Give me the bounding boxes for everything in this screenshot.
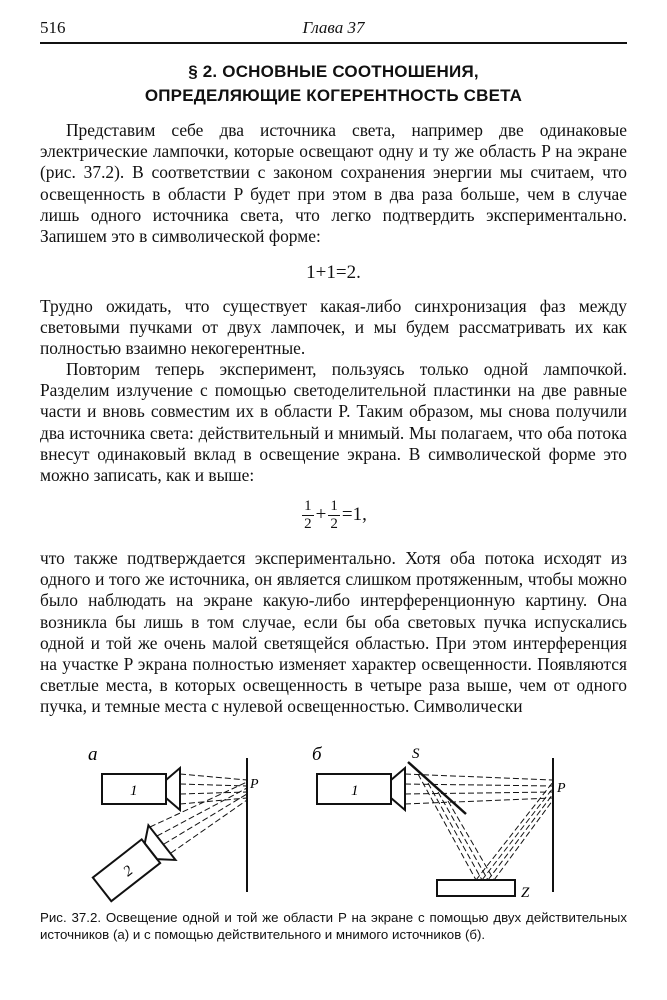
figure-37-2 [0, 740, 667, 906]
paragraph-2-text: Трудно ожидать, что существует какая-либо синхронизация фаз между световыми пучками от двух лампочек, и мы будем рассматривать их как полностью взаимно некогерентные. [40, 296, 627, 359]
section-title-line-2: ОПРЕДЕЛЯЮЩИЕ КОГЕРЕНТНОСТЬ СВЕТА [144, 86, 523, 105]
lamp-2-a-label: 2 [120, 862, 137, 881]
section-title-line-1: § 2. ОСНОВНЫЕ СООТНОШЕНИЯ, [188, 62, 479, 81]
fraction-2-denominator: 2 [330, 516, 338, 532]
beams-lamp-2-a [150, 782, 247, 853]
fraction-1-numerator: 1 [304, 498, 312, 514]
mirror-label: Z [521, 885, 530, 901]
point-p-a: P [250, 777, 259, 792]
paragraph-1-text: Представим себе два источника света, например две одинаковые электрические лампочки, которые освещают одну и ту же область P на экране (рис. 37.2). В соответствии с законом сохранения энергии мы считаем, что освещенность в области P будет при этом в два раза больше, чем в случае лишь одного источника света, что легко подтвердить экспериментально. Запишем это в символической форме: [40, 120, 627, 247]
figure-caption: Рис. 37.2. Освещение одной и той же области P на экране с помощью двух действительных источников (а) и с помощью действительного и мнимого источников (б). [40, 910, 627, 942]
splitter-label: S [412, 746, 420, 762]
lamp-1-b-label: 1 [351, 783, 359, 799]
lamp-1-a [102, 768, 180, 810]
paragraph-4 [40, 548, 627, 718]
beams-from-mirror-b [476, 782, 553, 880]
lamp-1-b [317, 768, 405, 810]
lamp-1-a-label: 1 [130, 783, 138, 799]
paragraph-2 [40, 296, 627, 360]
beams-to-mirror-b [418, 774, 494, 880]
point-p-b: P [557, 781, 566, 796]
page-header [40, 16, 627, 44]
paragraph-3 [40, 359, 627, 486]
figure-label-b: б [312, 744, 322, 765]
paragraph-4-text: что также подтверждается экспериментально. Хотя оба потока исходят из одного и того же источника, он является слишком протяженным, чтобы можно было наблюдать на экране какую-либо интерференционную картину. Она возникла бы лишь в том случае, если бы оба световых пучка испускались одной и той же очень малой светящейся областью. При этом интерференция на участке P экрана полностью изменяет характер освещенности. Появляются светлые места, в которых освещенность в четыре раза выше, чем от одного пучка, и темные места с нулевой освещенностью. Символически [40, 548, 627, 717]
page-number: 516 [40, 18, 66, 37]
mirror [437, 880, 515, 896]
fraction-1 [302, 498, 314, 533]
lamp-2-a [89, 825, 176, 906]
fraction-2 [328, 498, 340, 533]
fraction-2-numerator: 1 [330, 498, 338, 514]
paragraph-1 [40, 120, 627, 247]
chapter-title: Глава 37 [302, 18, 365, 37]
formula-2 [40, 498, 627, 533]
formula-1: 1+1=2. [306, 262, 361, 283]
figure-label-a: а [88, 744, 98, 765]
formula-result: =1, [341, 503, 367, 525]
beam-splitter [408, 762, 466, 814]
section-title [40, 60, 627, 108]
paragraph-3-text: Повторим теперь эксперимент, пользуясь только одной лампочкой. Разделим излучение с помощью светоделительной пластинки на две равные части и вновь совместим их в области P. Таким образом, мы снова получили два источника света: действительный и мнимый. Мы полагаем, что оба потока внесут одинаковый вклад в освещение экрана. В символической форме это можно записать, как и выше: [40, 359, 627, 486]
formula-plus: + [315, 503, 327, 525]
fraction-1-denominator: 2 [304, 516, 312, 532]
